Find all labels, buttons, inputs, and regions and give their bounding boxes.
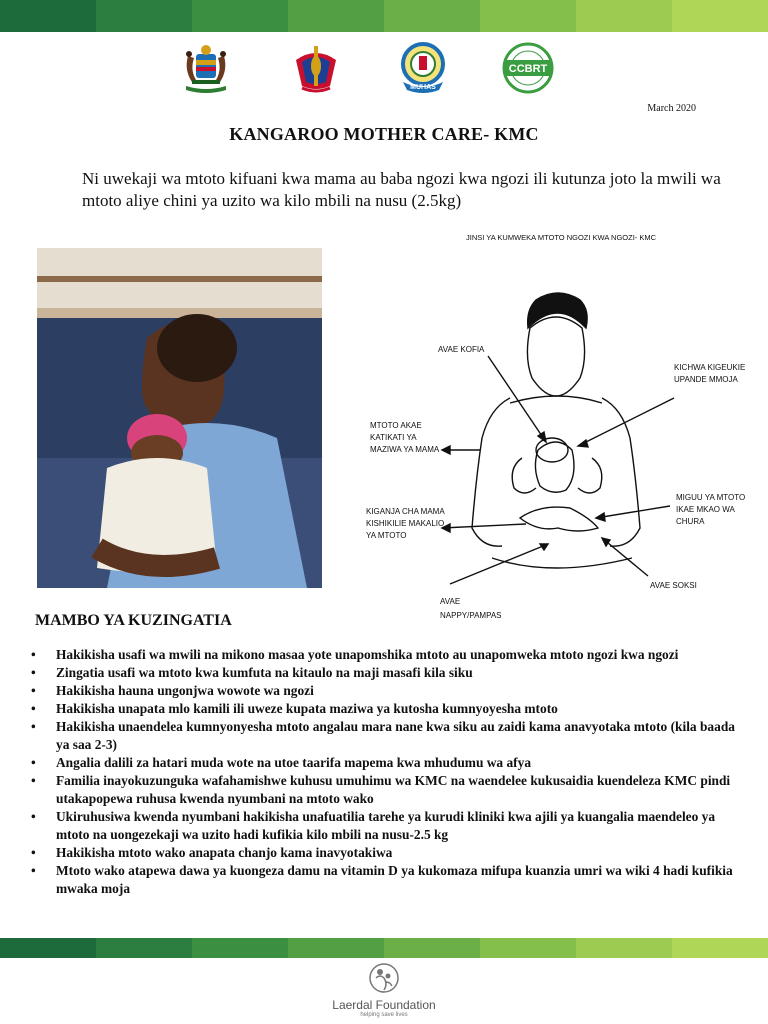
stripe-segment	[576, 0, 672, 32]
stripe-segment	[96, 938, 192, 958]
document-date: March 2020	[647, 103, 696, 114]
list-item: • Hakikisha mtoto wako anapata chanjo kama inavyotakiwa	[31, 844, 746, 862]
ministry-emblem-icon	[288, 40, 344, 96]
stripe-segment	[192, 0, 288, 32]
mother-baby-photo	[37, 248, 322, 588]
stripe-segment	[672, 938, 768, 958]
footer-stripe	[0, 938, 768, 958]
stripe-segment	[0, 0, 96, 32]
list-item: • Hakikisha usafi wa mwili na mikono masaa yote unapomshika mtoto au unapomweka mtoto ngozi kwa ngozi	[31, 646, 746, 664]
list-item: • Mtoto wako atapewa dawa ya kuongeza damu na vitamin D ya kukomaza mifupa kuanzia umri wa wiki 4 hadi kufikia mwaka moja	[31, 862, 746, 898]
list-item: • Angalia dalili za hatari muda wote na utoe taarifa mapema kwa mhudumu wa afya	[31, 754, 746, 772]
label-miguu-1: MIGUU YA MTOTO	[676, 493, 746, 502]
stripe-segment	[288, 0, 384, 32]
partner-logos	[0, 40, 768, 100]
stripe-segment	[480, 938, 576, 958]
header-stripe	[0, 0, 768, 32]
label-miguu-2: IKAE MKAO WA	[676, 505, 735, 514]
stripe-segment	[480, 0, 576, 32]
label-avae-1: AVAE	[440, 597, 461, 606]
muhas-logo-text: MUHAS	[410, 84, 436, 91]
label-mtoto-2: KATIKATI YA	[370, 433, 417, 442]
intro-paragraph: Ni uwekaji wa mtoto kifuani kwa mama au baba ngozi kwa ngozi ili kutunza joto la mwili wa mtoto aliye chini ya uzito wa kilo mbili na nusu (2.5kg)	[82, 169, 721, 210]
stripe-segment	[384, 938, 480, 958]
label-kiganja-2: KISHIKILIE MAKALIO	[366, 519, 445, 528]
stripe-segment	[672, 0, 768, 32]
laerdal-logo-icon	[364, 962, 404, 998]
label-mtoto-3: MAZIWA YA MAMA	[370, 445, 440, 454]
list-item: • Hakikisha unapata mlo kamili ili uweze kupata maziwa ya kutosha kumnyoyesha mtoto	[31, 700, 746, 718]
footer-tagline: helping save lives	[360, 1012, 408, 1018]
label-avae-2: NAPPY/PAMPAS	[440, 611, 502, 620]
footer-org-name: Laerdal Foundation	[332, 998, 436, 1012]
list-item: • Hakikisha hauna ungonjwa wowote wa ngozi	[31, 682, 746, 700]
stripe-segment	[0, 938, 96, 958]
list-item: • Zingatia usafi wa mtoto kwa kumfuta na kitaulo na maji masafi kila siku	[31, 664, 746, 682]
stripe-segment	[384, 0, 480, 32]
guidelines-list	[31, 646, 746, 898]
label-kiganja-3: YA MTOTO	[366, 531, 407, 540]
label-miguu-3: CHURA	[676, 517, 705, 526]
muhas-logo-icon	[395, 40, 451, 96]
mother-figure	[472, 293, 640, 568]
ccbrt-logo-icon	[500, 40, 556, 96]
label-kichwa-1: KICHWA KIGEUKIE	[674, 363, 746, 372]
kmc-position-diagram	[360, 228, 768, 628]
diagram-title: JINSI YA KUMWEKA MTOTO NGOZI KWA NGOZI- KMC	[466, 233, 657, 242]
stripe-segment	[96, 0, 192, 32]
list-item: • Ukiruhusiwa kwenda nyumbani hakikisha unafuatilia tarehe ya kurudi kliniki kwa ajili ya kuangalia maendeleo ya mtoto na uongezekaji wa uzito hadi kufikia kilo mbili na nusu-2.5 kg	[31, 808, 746, 844]
footer-logo	[0, 962, 768, 1022]
label-kichwa-2: UPANDE MMOJA	[674, 375, 738, 384]
stripe-segment	[192, 938, 288, 958]
list-item: • Hakikisha unaendelea kumnyonyesha mtoto angalau mara nane kwa siku au zaidi kama anavyotaka mtoto (kila baada ya saa 2-3)	[31, 718, 746, 754]
page-title: KANGAROO MOTHER CARE- KMC	[229, 124, 539, 144]
label-avae-soksi: AVAE SOKSI	[650, 581, 697, 590]
stripe-segment	[576, 938, 672, 958]
label-avae-kofia: AVAE KOFIA	[438, 345, 485, 354]
stripe-segment	[288, 938, 384, 958]
ccbrt-logo-text: CCBRT	[508, 63, 548, 75]
label-kiganja-1: KIGANJA CHA MAMA	[366, 507, 445, 516]
label-mtoto-1: MTOTO AKAE	[370, 421, 422, 430]
section-title: MAMBO YA KUZINGATIA	[35, 612, 232, 629]
list-item: • Familia inayokuzunguka wafahamishwe kuhusu umuhimu wa KMC na waendelee kukusaidia kuendeleza KMC pindi utakapopewa ruhusa kwenda nyumbani na mtoto wako	[31, 772, 746, 808]
tanzania-coat-of-arms-icon	[178, 40, 234, 96]
